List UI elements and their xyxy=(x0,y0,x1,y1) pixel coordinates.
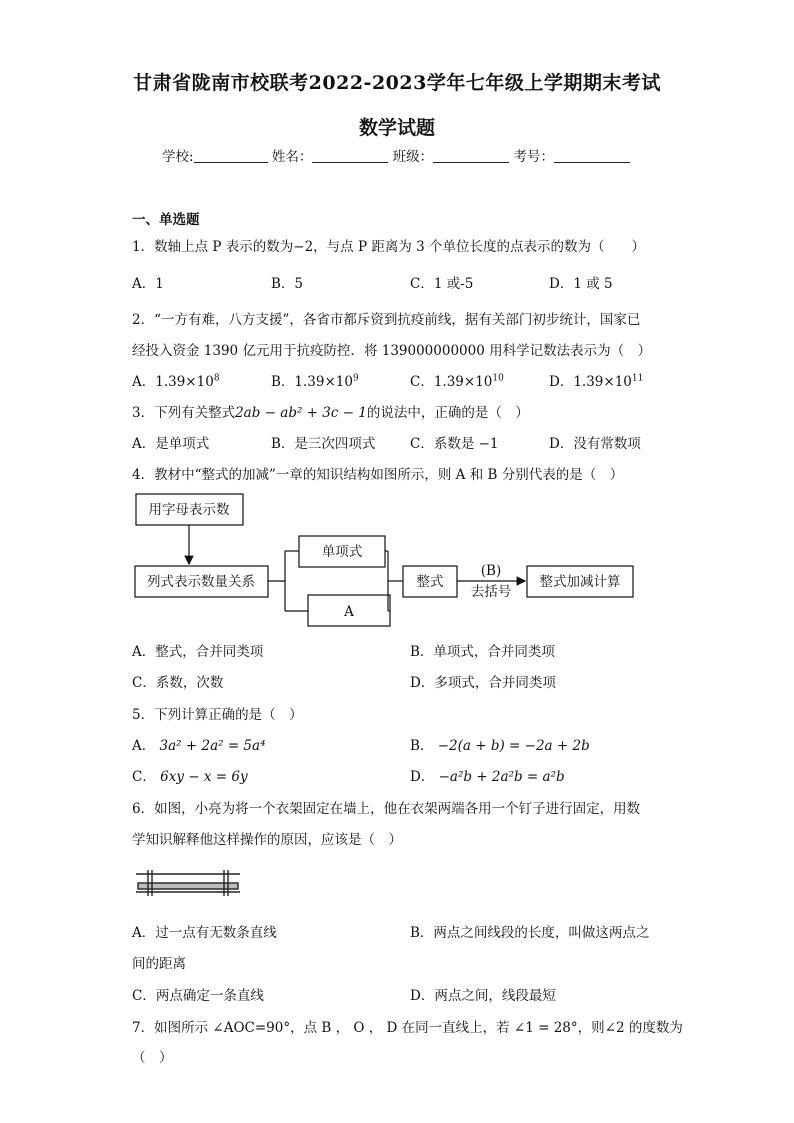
class-blank[interactable] xyxy=(433,149,509,163)
q6-option-d[interactable]: D．两点之间，线段最短 xyxy=(410,988,556,1004)
question-7-stem-line2: （ ） xyxy=(132,1050,173,1066)
q2-option-d[interactable] xyxy=(549,370,643,390)
question-7-stem-line1: 7．如图所示 ∠AOC=90°，点 B ， O ， D 在同一直线上，若 ∠1 = 28°，则∠2 的度数为 xyxy=(132,1020,683,1036)
diagram-label-letters: 用字母表示数 xyxy=(148,502,230,518)
q2-option-a-label: A．1.39×10 xyxy=(132,374,214,390)
diagram-label-monomial: 单项式 xyxy=(321,544,363,560)
q5-option-c-label: C． xyxy=(132,769,156,785)
diagram-label-polynomial: 整式 xyxy=(416,574,444,590)
hanger-figure xyxy=(134,866,242,898)
q2-option-b-label: B．1.39×10 xyxy=(271,374,353,390)
q5-option-a[interactable] xyxy=(132,734,265,754)
q2-option-a-exponent: 8 xyxy=(213,373,220,384)
question-2-stem-line2: 经投入资金 1390 亿元用于抗疫防控．将 139000000000 用科学记数法表示为（ ） xyxy=(132,343,652,359)
section-heading: 一、单选题 xyxy=(132,212,200,228)
q1-option-d[interactable]: D．1 或 5 xyxy=(549,276,613,292)
diagram-label-remove-brackets: 去括号 xyxy=(470,584,512,600)
q4-option-b[interactable]: B．单项式，合并同类项 xyxy=(410,644,555,660)
q6-option-b[interactable]: B．两点之间线段的长度，叫做这两点之 xyxy=(410,925,650,941)
q2-option-d-exponent: 11 xyxy=(631,373,644,384)
q5-option-d-label: D． xyxy=(410,769,435,785)
number-blank[interactable] xyxy=(554,149,630,163)
q2-option-c-exponent: 10 xyxy=(492,373,504,384)
q3-expression: 2ab − ab² + 3c − 1 xyxy=(235,405,367,421)
q1-option-a[interactable]: A．1 xyxy=(132,276,164,292)
q3-stem-suffix: 的说法中，正确的是（ ） xyxy=(366,405,529,421)
diagram-label-a: A xyxy=(344,604,354,620)
q6-option-b-continued: 间的距离 xyxy=(132,956,186,972)
q3-option-c[interactable]: C．系数是 −1 xyxy=(410,436,499,452)
q5-option-d[interactable] xyxy=(410,765,565,785)
q5-option-b[interactable] xyxy=(410,734,590,754)
name-blank[interactable] xyxy=(312,149,388,163)
student-info-row xyxy=(162,145,630,165)
school-blank[interactable] xyxy=(194,149,268,163)
q3-option-a[interactable]: A．是单项式 xyxy=(132,436,210,452)
q6-option-c[interactable]: C．两点确定一条直线 xyxy=(132,988,264,1004)
q4-option-c[interactable]: C．系数，次数 xyxy=(132,675,224,691)
class-label: 班级： xyxy=(392,149,434,165)
q2-option-c-label: C．1.39×10 xyxy=(410,374,493,390)
question-6-stem-line1: 6．如图，小亮为将一个衣架固定在墙上，他在衣架两端各用一个钉子进行固定，用数 xyxy=(132,801,641,817)
question-2-stem-line1: 2．“一方有难，八方支援”，各省市都斥资到抗疫前线，据有关部门初步统计，国家已 xyxy=(132,312,641,328)
diagram-label-b: (B) xyxy=(480,563,502,579)
q3-option-d[interactable]: D．没有常数项 xyxy=(549,436,641,452)
knowledge-structure-diagram xyxy=(125,488,645,633)
q5-option-c[interactable] xyxy=(132,765,248,785)
paper-title: 甘肃省陇南市校联考2022-2023学年七年级上学期期末考试 xyxy=(133,72,661,94)
q1-option-c[interactable]: C．1 或-5 xyxy=(410,276,474,292)
q3-option-b[interactable]: B．是三次四项式 xyxy=(271,436,376,452)
question-3-stem xyxy=(132,401,529,421)
school-label: 学校: xyxy=(162,149,194,165)
paper-subtitle: 数学试题 xyxy=(358,117,435,139)
question-1-stem: 1．数轴上点 P 表示的数为−2，与点 P 距离为 3 个单位长度的点表示的数为（ ） xyxy=(132,239,645,255)
q5-option-b-label: B． xyxy=(410,738,434,754)
q2-option-d-label: D．1.39×10 xyxy=(549,374,632,390)
q2-option-a[interactable] xyxy=(132,370,220,390)
name-label: 姓名： xyxy=(271,149,313,165)
q4-option-d[interactable]: D．多项式，合并同类项 xyxy=(410,675,556,691)
q5-option-a-expr: 3a² + 2a² = 5a⁴ xyxy=(159,738,266,754)
q5-option-b-expr: −2(a + b) = −2a + 2b xyxy=(437,738,590,754)
q4-option-a[interactable]: A．整式，合并同类项 xyxy=(132,644,264,660)
q2-option-b-exponent: 9 xyxy=(352,373,359,384)
question-6-stem-line2: 学知识解释他这样操作的原因，应该是（ ） xyxy=(132,832,402,848)
q3-stem-prefix: 3．下列有关整式 xyxy=(132,405,236,421)
question-5-stem: 5．下列计算正确的是（ ） xyxy=(132,707,303,723)
q5-option-d-expr: −a²b + 2a²b = a²b xyxy=(438,769,565,785)
q5-option-c-expr: 6xy − x = 6y xyxy=(160,769,248,785)
q2-option-c[interactable] xyxy=(410,370,504,390)
q1-option-b[interactable]: B．5 xyxy=(271,276,304,292)
diagram-label-relations: 列式表示数量关系 xyxy=(147,574,255,590)
question-4-stem: 4．教材中“整式的加减”一章的知识结构如图所示，则 A 和 B 分别代表的是（ ） xyxy=(132,467,624,483)
diagram-label-calculation: 整式加减计算 xyxy=(539,574,621,590)
q5-option-a-label: A． xyxy=(132,738,156,754)
q2-option-b[interactable] xyxy=(271,370,359,390)
number-label: 考号： xyxy=(513,149,554,165)
q6-option-a[interactable]: A．过一点有无数条直线 xyxy=(132,925,277,941)
